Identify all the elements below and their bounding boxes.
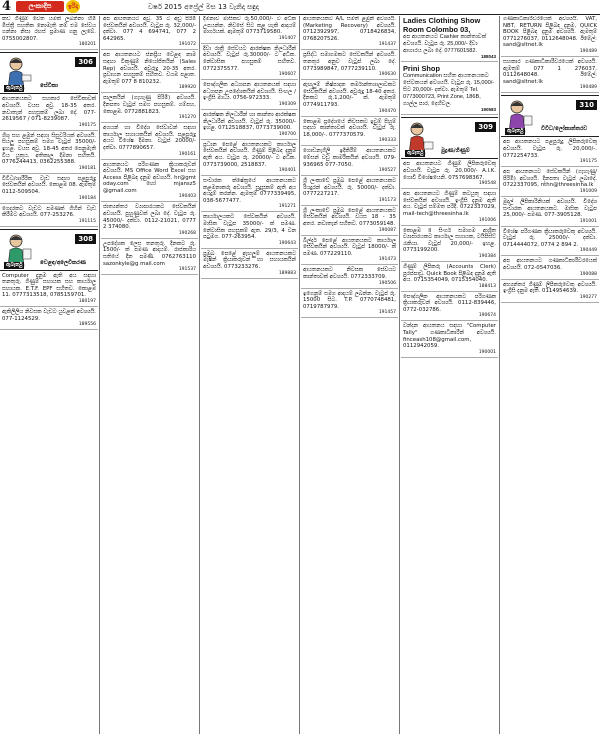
ad-item: අප ආයතනයට සේවකයින් (ගැහැණු/පිරිමි) අවශ්‍යයි. දිනපතා වැටුප් ලබාදේ. 0722337095, nthn@threesinha.lk 191009 bbox=[501, 169, 599, 197]
ad-item: ශ්‍රී ලංකාවේ ප්‍රමුඛ පෙළේ ආයතනයකට රියදුරන් අවශ්‍යයි. රු. 50000/- දක්වා. 0777227217. 191173 bbox=[301, 178, 398, 206]
ad-item: ඇකිලීලිය නිවසක වැඩට යුවළක් අවශ්‍යයි. 077-1124529. 189556 bbox=[0, 309, 98, 330]
section-label: ඇබෑර්තු bbox=[507, 128, 524, 135]
ad-item: ආයතනයට පරිගණක ක්‍රියාකරුවන් අවශ්‍යයි. MS Office Word Excel සහ Access පිළිබඳ දැනුම අවශ්‍යයි. hr@gmt oday.com හෝ mjansz5 @gmail.com 190403 bbox=[101, 162, 198, 203]
ad-item: වන්දන ආයතනය සඳහා "Computer Tally" ගණකාධිකාරීන් අවශ්‍යයි. finceash108@gmail.com, 0112942059. 190001 bbox=[401, 323, 498, 357]
section-subtitle: මුද්‍රණ/ගිණුම් bbox=[441, 148, 470, 155]
ad-item: අගයන් හා විදේශ සේවාවන් සඳහා කාර්යාල සහායකයින් අවශ්‍යයි. පළපුරුදු අයට විශේෂ දීමනා. වැටුප් 20000/- දක්වා. 0777890657. 190161 bbox=[101, 125, 198, 159]
column-divider bbox=[99, 16, 100, 734]
column-divider bbox=[499, 16, 500, 734]
ad-item: ප්‍රධාන පෙළේ ආයතනයකට කාර්යාල සේවකයින් අවශ්‍යයි. ගිණුම් පිළිබඳ දැනුම ඇති අය. වැටුප රු. 20000/- ට අධික. 0773739000, 2518837. 190401 bbox=[201, 142, 298, 176]
section-banner-309 bbox=[401, 117, 498, 159]
ad-item: විවිධ/ශාරීරික වැඩ සඳහා පළපුරුදු සේවකයින් අවශ්‍යයි. කොළඹ 08. ඇමතුම් 0112-509504. 190184 bbox=[0, 176, 98, 204]
ad-item: පෞද්ගලික ආයතනයකට පරිගණක ක්‍රියාකරුවන් අවශ්‍යයි. 0112-839446, 0772-032786. 190674 bbox=[401, 294, 498, 322]
ad-item: ප්‍රමුඛ පෙළේ ඇඟලුම් ආයතනයකට මැෂින් ක්‍රියාකරුවන් හා සහායකයින් අවශ්‍යයි. 0773233276. 189883 bbox=[201, 251, 298, 279]
ad-item: කොළඹ II සිංගර් සමාගම ආශ්‍රිත ව්‍යාපාරයකට කාර්යාල සහායක, ටයිපිස්ට් රැකියා. වැටුප් 20,000/- ඉහළ. 0773199200. 190384 bbox=[401, 228, 498, 262]
column-divider bbox=[399, 16, 400, 734]
column-1 bbox=[0, 16, 98, 734]
ad-item: පෞද්ගලික අධ්‍යාපන ආයතනයක් සඳහා අධ්‍යාපන උපදේශකයින් අවශ්‍යයි. සිංහල / ඉංග්‍රීසි මාධ්‍ය. 0756-972333. 190309 bbox=[201, 82, 298, 110]
section-number: 309 bbox=[475, 122, 496, 132]
ad-item: කොළඹ ප්‍රදේශයේ නිවසකට ඉවුම් පිහුම් සඳහා කාන්තාවක් අවශ්‍යයි. වැටුප් රු. 18,000/-. 0777370579. 190333 bbox=[301, 119, 398, 147]
ad-item: මුදල් ලිපිකාරිනියක් අවශ්‍යයි. විදේශ සංචාරක ආයතනයකට. මාසික වැටුප 25,000/- පමණ. 077-3905128. 191001 bbox=[501, 199, 599, 227]
ad-item: අප ආයතනයට ගිණුම් කටයුතු සඳහා සේවකයින් අවශ්‍යයි. ඉංග්‍රීසි දැනුම ඇති අය. වැටුප් සම්මත පරිදි. 0722337029, mail-tech@threesinha.lk 191006 bbox=[401, 191, 498, 225]
ad-item: බිල්දර් පෙළේ ආයතනයකට කාර්යාල සේවකයින් අවශ්‍යයි. වැටුප් 18000/- ක් පමණ. 077229110. 191473 bbox=[301, 238, 398, 266]
ad-item: පාලකයින් (ගැහැණු පිරිමි) අවශ්‍යයි. දිනපතා වැටුප් සමග පහසුකම්. ගම්පහ, කොළඹ. 0772881823. 191270 bbox=[101, 95, 198, 123]
column-5 bbox=[401, 16, 498, 734]
ad-item: විශේෂ පරිගණක ක්‍රියාකරුවෙකු අවශ්‍යයි. වැටුප් රු. 25000/- දක්වා. 0714444072, 0774 2 894 2. 190449 bbox=[501, 229, 599, 257]
ad-item: අප ආයතනයට පළපුරුදු ලිපිකරුවෙකු අවශ්‍යයි. වැටුප රු. 20,000/-. 0772254733. 191175 bbox=[501, 139, 599, 167]
ad-item: අප ආයතනයට ගණකාධිකාරීවරයෙක් අවශ්‍යයි. 072-0547036. 190088 bbox=[501, 258, 599, 279]
ad-item: දීමනාව මාසිකව රු.50,000/- ට අධික උපයන්න. නිවසේ සිට කළ හැකි ආදායම් මාර්ගයක්. ඇමතුම් 0773719580. 191407 bbox=[201, 16, 298, 44]
section-banner-306 bbox=[0, 52, 98, 94]
section-label: ඇබෑර්තු bbox=[6, 85, 23, 92]
column-4 bbox=[301, 16, 398, 734]
ad-item-featured: Prini Shop Communication සහිත ආයතනයකට සේවකයන් අවශ්‍යයි. වැටුප රු. 15,000/- සිට 20,000/- දක්වා. ඇමතුම් Tel. 0773000723, Print Zone, 186B, ගාල්ල පාර, දෙහිවල. 190583 bbox=[401, 64, 498, 115]
section-number: 308 bbox=[75, 234, 96, 244]
ad-item: ආරක්ෂක නිලධාරීන් හා කාන්තා ආරක්ෂක නිලධාරීන් අවශ්‍යයි. වැටුප් රු. 35000/- ඉහළ. 0712518837, 0773739000. 190700 bbox=[201, 112, 298, 140]
column-6 bbox=[501, 16, 599, 734]
ad-item: අප ආයතනයට ජනප්‍රිය වෙළඳ නාම සඳහා විකුණුම් නියෝජිතයින් (Sales Rep) අවශ්‍යයි. අවුරුදු 20-35 අතර. ප්‍රවාහන පහසුකම් සහිතව. වයඹ පළාත. ඇමතුම් 077 8 810232. 189920 bbox=[101, 52, 198, 93]
page-number: 4 bbox=[2, 0, 12, 14]
header-rule bbox=[0, 14, 600, 15]
section-label: ඇබෑර්තු bbox=[407, 150, 424, 157]
column-divider bbox=[299, 16, 300, 734]
page-header bbox=[0, 0, 600, 14]
ad-item: කඩ ගිණුම් වෙත යමක් ලබන්නා හිමි මිස්ත්‍රී සහතික නොමැති නම් එම සේවය ගන්නා නිසා රහස් ප්‍රමාණ ගනු ලැබේ. 0755002807. 180201 bbox=[0, 16, 98, 50]
section-banner-310 bbox=[501, 95, 599, 137]
ad-item: ගිණුම් ලිපිකරු (Accounts Clerk) පුරප්පාඩු. Quick Book පිළිබඳ දැනුම ඇති අය. 0715354049, 0715354040. 188413 bbox=[401, 264, 498, 292]
section-subtitle: වෙළඳ/අලෙවිකරණ bbox=[40, 259, 86, 266]
column-2 bbox=[101, 16, 198, 734]
ad-item: උපදේශක ලෙස තනතුරු. දිනකට රු. 1500/- ක් පමණ ආදායම්. රාජකාරිය සතියේ දින පමණි. 0762763110 sazonkyle@g mail.com 191537 bbox=[101, 241, 198, 275]
ad-item: ආයතනයකට A/L සමත් ළමුන් අවශ්‍යයි. (Marketing Recovery) අවශ්‍යයි. 0712392997, 0718426834, 0768207526. 191437 bbox=[301, 16, 398, 50]
ad-item: ඉගෙනුම් සමග ආදායම් ලබන්න. වැටුප් රු. 15000 සිට. T.P. 0770748481, 0719787979. 191457 bbox=[301, 291, 398, 319]
ad-item: සංචාරක ක්ෂේත්‍රයේ ආයතනයකට කළමනාකරු අවශ්‍යයි. සුදුසුකම් ඇති අය අයදුම් කරන්න. ඇමතුම් 0777339495, 038-5677477. 191271 bbox=[201, 178, 298, 212]
ad-item: අභ්‍යන්තර ගිණුම් ලිපිකරුවෙකු අවශ්‍යයි. ඉංග්‍රීසි දැනුම ඇති. 0114954639. 190277 bbox=[501, 282, 599, 303]
newspaper-logo: ලංකාදීප bbox=[16, 1, 64, 12]
ad-item: ගණකාධිකාරීවරයෙක් අවශ්‍යයි. VAT, NBT, RETURN පිළිබඳ දැනුම, QUICK BOOK පිළිබඳ දැනුම අවශ්‍යයි. ඇමතුම් 0771276037, 0112648048. ඊමේල්: sand@sltnet.lk 190489 bbox=[501, 16, 599, 57]
section-subtitle: විවිධ/ලෝකාන්තරව bbox=[541, 126, 588, 133]
ad-item: ගොඩනැගිලි ඉදිකිරීම් ආයතනයකට මේසන් වඩු කාර්මිකයින් අවශ්‍යයි. 079-936965 077-7050. 190527 bbox=[301, 148, 398, 176]
ad-item: අප ආයතනයට අවු. 35 ට අඩු පිරිමි සේවකයින් අවශ්‍යයි. වැටුප රු. 32,000/- දක්වා. 077 4 694741, 077 2 642965. 191072 bbox=[101, 16, 198, 50]
ad-item: දිවා රාත්‍රී සේවයට ආරක්ෂක නිලධාරීන් අවශ්‍යයි. වැටුප් රු.30000/- ට අධික. නේවාසික පහසුකම් සහිතව. 0772375577. 190607 bbox=[201, 46, 298, 80]
ad-item: ආයතනයකට නිවසක සේවයට කාන්තාවක් අවශ්‍යයි. 0772333709. 190506 bbox=[301, 267, 398, 288]
section-number: 310 bbox=[576, 100, 597, 110]
logo-badge: ඉරිදා bbox=[66, 0, 80, 13]
ad-item: ශ්‍රී ලංකාවේ ප්‍රමුඛ පෙළේ ආයතනයකට සේවකයින් අවශ්‍යයි. වයස 18 - 35 අතර. නවාතැන් සහිතව. 0773059148. 190087 bbox=[301, 208, 398, 236]
ad-item: අප ආයතනයට ගිණුම් ලිපිකරුවෙකු අවශ්‍යයි. වැටුප රු. 20,000/- A.I.K. ගොවි විශේෂයෙනි. 0757698367. 190548 bbox=[401, 161, 498, 189]
ad-item: සහකාර ගණකාධිකාරීවරයෙක් අවශ්‍යයි. ඇමතුම් 077 1 276037, 0112648048. ඊමේල්: sand@sltnet.lk 190489 bbox=[501, 59, 599, 93]
section-subtitle: සේවිකා bbox=[40, 83, 58, 90]
ad-item: කාර්යාලයකට සේවකයින් අවශ්‍යයි. මාසික වැටුප 35000/- ක් පමණ. නේවාසික පහසුකම් ඇත. 29/3, 4 වන පටුමග. 077-263954. 190643 bbox=[201, 214, 298, 248]
ad-item: ජාත්‍යන්තර ව්‍යාපාරයකට සේවකයින් අවශ්‍යයි. පුහුණුවක් ලබා දේ. වැටුප රු. 45000/- දක්වා. 0112-21021, 0777 2 374080. 190268 bbox=[101, 204, 198, 238]
ad-item: ආයතනයකට සහකාර සේවිකාවක් අවශ්‍යයි. වයස අවු. 18-35 අතර. නවාතැන් පහසුකම් ලබා දේ. 077-2619567 / 071-8239087. 190175 bbox=[0, 96, 98, 130]
column-divider bbox=[199, 16, 200, 734]
section-banner-308 bbox=[0, 229, 98, 271]
ad-item: ඇඟලුම් නිෂ්පාදන කර්මාන්තශාලාවකට සේවකයින් අවශ්‍යයි. අවුරුදු 18-40 අතර. දිනකට රු.1,200/- ක්. ඇමතුම් 0774911793. 190470 bbox=[301, 82, 398, 116]
ad-item-featured: Ladies Clothing Show Room Colombo 03, අප ආයතනයට Cashier කාන්තාවක් අවශ්‍යයි. වැටුප රු. 25,000/- දිවා ආහාරය ලබා දේ. 0777601582. 188043 bbox=[401, 16, 498, 62]
ad-item: ප්‍රසිද්ධ සමාගමකට සේවකයින් අවශ්‍යයි. තනතුර අනුව වැටුප් ලබා දේ. 0773989847, 0777239110. 190630 bbox=[301, 52, 398, 80]
ad-item: ගෙදරකට වැඩට පමණක් ගිහින් වැඩ කිරීමට අවශ්‍යයි. 077-253276. 191115 bbox=[0, 206, 98, 227]
column-3 bbox=[201, 16, 298, 734]
section-number: 306 bbox=[75, 57, 96, 67]
ad-item: ශිශු සහ ළමුන් සඳහා සිසුවරියක් අවශ්‍යයි. සියලු පහසුකම් සමග වැටුප් 35000/- ඉහළ. වයස අවු. 18-45 අතර පෙනුමැති විය යුතුය. අතිකාල දීමනා සහිතයි. 0776244413, 0362255388. 190181 bbox=[0, 133, 98, 174]
date-line: වර්ෂ 2015 අප්‍රේල් මස 13 වැනිදා සඳුදා bbox=[148, 3, 259, 11]
ad-item: Computer දැනුම ඇති අය සඳහා තනතුරු. ගිණුම් සහායක සහ කාර්යාල සහායක. E.T.F. EPF සහිතව. කොළඹ 11. 0777313518, 0785159701. 180197 bbox=[0, 273, 98, 307]
section-label: ඇබෑර්තු bbox=[6, 261, 23, 268]
